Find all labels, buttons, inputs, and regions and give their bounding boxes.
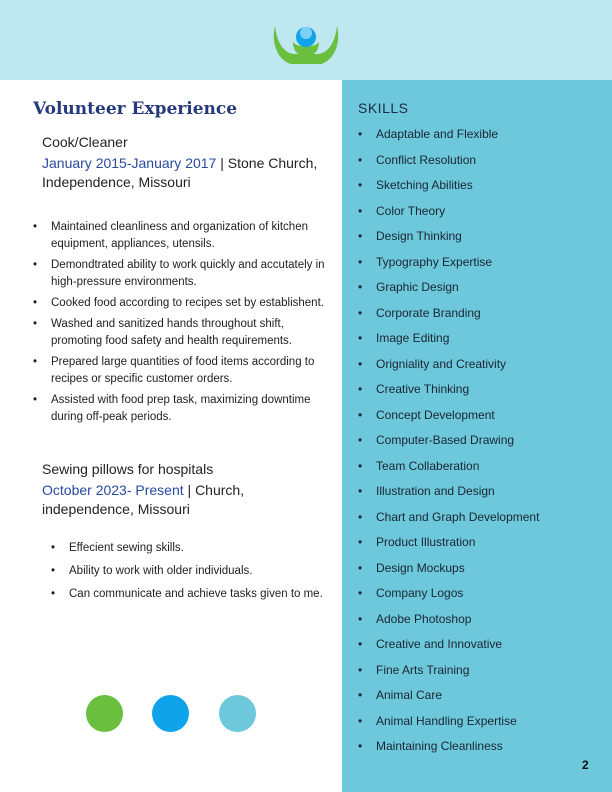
list-item: • Demondtrated ability to work quickly and accutately in high-pressure environments.	[51, 257, 336, 291]
skill-item: • Maintaining Cleanliness	[358, 739, 598, 765]
job-meta	[42, 154, 337, 192]
skill-item: • Color Theory	[358, 204, 598, 230]
list-item: • Cooked food according to recipes set by establishent.	[51, 295, 336, 312]
list-item: • Can communicate and achieve tasks given to me.	[69, 586, 334, 603]
list-item: • Ability to work with older individuals.	[69, 563, 334, 580]
job-meta	[42, 481, 337, 519]
job-dates: October 2023- Present	[42, 482, 184, 498]
job-bullets-cook	[51, 219, 336, 430]
job-location-line2: Independence, Missouri	[42, 174, 191, 190]
list-item: • Assisted with food prep task, maximizing downtime during off-peak periods.	[51, 392, 336, 426]
job-dates: January 2015-January 2017	[42, 155, 217, 171]
skill-item: • Design Thinking	[358, 229, 598, 255]
job-entry-cook	[42, 134, 337, 192]
skill-item: • Typography Expertise	[358, 255, 598, 281]
skill-item: • Fine Arts Training	[358, 663, 598, 689]
job-location-line2: independence, Missouri	[42, 501, 190, 517]
decorative-circle-green	[86, 695, 123, 732]
skills-list	[358, 127, 598, 765]
job-location: Stone Church,	[227, 155, 318, 171]
skill-item: • Team Collaberation	[358, 459, 598, 485]
skill-item: • Animal Handling Expertise	[358, 714, 598, 740]
decorative-circle-teal	[219, 695, 256, 732]
job-title: Sewing pillows for hospitals	[42, 461, 214, 477]
skill-item: • Animal Care	[358, 688, 598, 714]
decorative-circle-blue	[152, 695, 189, 732]
skill-item: • Adaptable and Flexible	[358, 127, 598, 153]
skill-item: • Concept Development	[358, 408, 598, 434]
skills-heading: SKILLS	[358, 100, 409, 116]
skill-item: • Conflict Resolution	[358, 153, 598, 179]
skill-item: • Corporate Branding	[358, 306, 598, 332]
job-entry-sewing	[42, 461, 337, 519]
list-item: • Prepared large quantities of food items according to recipes or specific customer orders.	[51, 354, 336, 388]
page-number: 2	[582, 758, 589, 772]
volunteer-heading: Volunteer Experience	[33, 99, 238, 119]
skill-item: • Graphic Design	[358, 280, 598, 306]
skill-item: • Image Editing	[358, 331, 598, 357]
logo-icon	[271, 20, 341, 70]
skill-item: • Product Illustration	[358, 535, 598, 561]
skill-item: • Chart and Graph Development	[358, 510, 598, 536]
list-item: • Washed and sanitized hands throughout shift, promoting food safety and health requirements.	[51, 316, 336, 350]
job-separator: |	[216, 155, 228, 171]
skill-item: • Origniality and Creativity	[358, 357, 598, 383]
skill-item: • Creative and Innovative	[358, 637, 598, 663]
skill-item: • Computer-Based Drawing	[358, 433, 598, 459]
skill-item: • Company Logos	[358, 586, 598, 612]
job-separator: |	[183, 482, 196, 498]
skill-item: • Sketching Abilities	[358, 178, 598, 204]
list-item: • Effecient sewing skills.	[69, 540, 334, 557]
skill-item: • Illustration and Design	[358, 484, 598, 510]
job-location: Church,	[195, 482, 245, 498]
skill-item: • Design Mockups	[358, 561, 598, 587]
skill-item: • Creative Thinking	[358, 382, 598, 408]
list-item: • Maintained cleanliness and organization of kitchen equipment, appliances, utensils.	[51, 219, 336, 253]
job-bullets-sewing	[69, 540, 334, 609]
job-title: Cook/Cleaner	[42, 134, 128, 150]
skill-item: • Adobe Photoshop	[358, 612, 598, 638]
